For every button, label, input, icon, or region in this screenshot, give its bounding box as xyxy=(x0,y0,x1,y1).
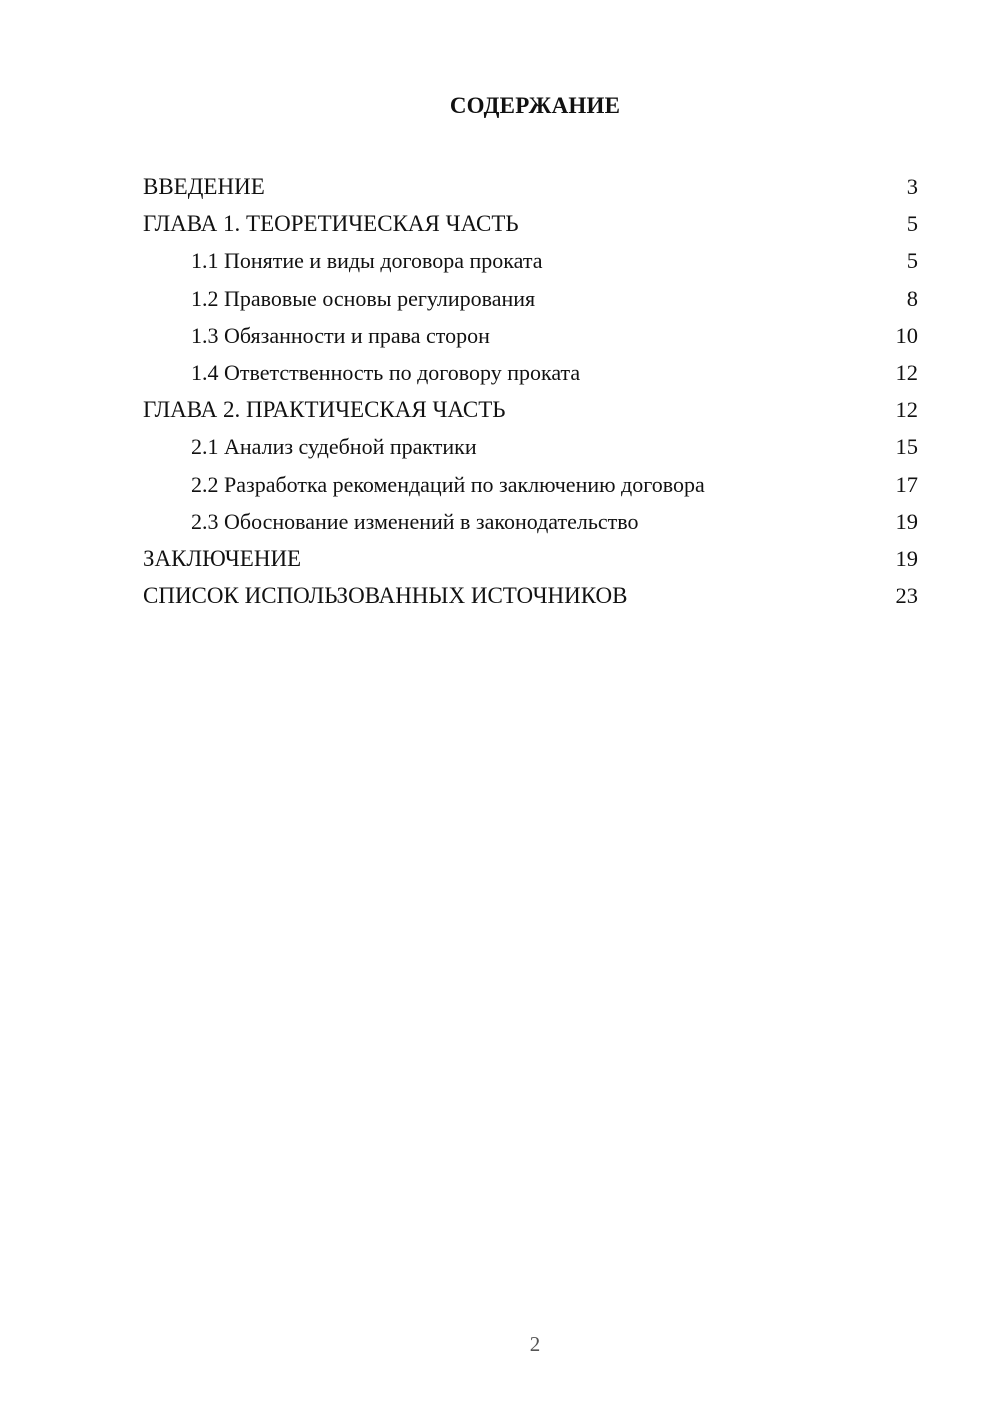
toc-entry-label: 2.1 Анализ судебной практики xyxy=(191,434,477,460)
toc-entry-page: 17 xyxy=(895,471,918,497)
toc-entry-section-1-3[interactable] xyxy=(143,317,918,354)
toc-entry-label: 1.4 Ответственность по договору проката xyxy=(191,359,581,385)
toc-entry-page: 19 xyxy=(895,508,918,534)
page-title: СОДЕРЖАНИЕ xyxy=(449,93,621,118)
toc-entry-label: 2.3 Обоснование изменений в законодательство xyxy=(191,508,639,534)
toc-entry-page: 12 xyxy=(895,359,918,385)
toc-entry-section-1-4[interactable] xyxy=(143,354,918,391)
toc-entry-label: ВВЕДЕНИЕ xyxy=(143,174,265,199)
toc-entry-page: 5 xyxy=(906,211,918,237)
toc-entry-section-2-2[interactable] xyxy=(143,466,918,503)
toc-entry-section-1-2[interactable] xyxy=(143,280,918,317)
toc-entry-page: 3 xyxy=(906,174,918,199)
toc-entry-page: 12 xyxy=(895,397,918,423)
toc-entry-label: СПИСОК ИСПОЛЬЗОВАННЫХ ИСТОЧНИКОВ xyxy=(143,583,628,609)
page-number: 2 xyxy=(529,1332,541,1356)
toc-entry-introduction[interactable] xyxy=(143,168,918,205)
toc-entry-section-2-3[interactable] xyxy=(143,503,918,540)
toc-entry-label: 1.1 Понятие и виды договора проката xyxy=(191,248,543,274)
toc-entry-chapter-1[interactable] xyxy=(143,205,918,242)
toc-entry-page: 5 xyxy=(906,248,918,274)
toc-entry-label: ЗАКЛЮЧЕНИЕ xyxy=(143,545,302,571)
toc-entry-page: 8 xyxy=(906,285,918,311)
toc-entry-label: 1.2 Правовые основы регулирования xyxy=(191,285,536,311)
toc-entry-conclusion[interactable] xyxy=(143,540,918,577)
toc-entry-page: 10 xyxy=(895,322,918,348)
toc-entry-page: 19 xyxy=(895,545,918,571)
toc-entry-page: 15 xyxy=(895,434,918,460)
toc-entry-references[interactable] xyxy=(143,577,918,614)
toc-entry-section-1-1[interactable] xyxy=(143,242,918,279)
table-of-contents xyxy=(143,168,918,614)
toc-entry-chapter-2[interactable] xyxy=(143,391,918,428)
toc-entry-label: ГЛАВА 2. ПРАКТИЧЕСКАЯ ЧАСТЬ xyxy=(143,397,506,423)
toc-entry-label: 1.3 Обязанности и права сторон xyxy=(191,322,490,348)
toc-entry-label: 2.2 Разработка рекомендаций по заключению договора xyxy=(191,471,705,497)
toc-entry-label: ГЛАВА 1. ТЕОРЕТИЧЕСКАЯ ЧАСТЬ xyxy=(143,211,519,237)
toc-entry-section-2-1[interactable] xyxy=(143,428,918,465)
toc-entry-page: 23 xyxy=(895,583,918,609)
